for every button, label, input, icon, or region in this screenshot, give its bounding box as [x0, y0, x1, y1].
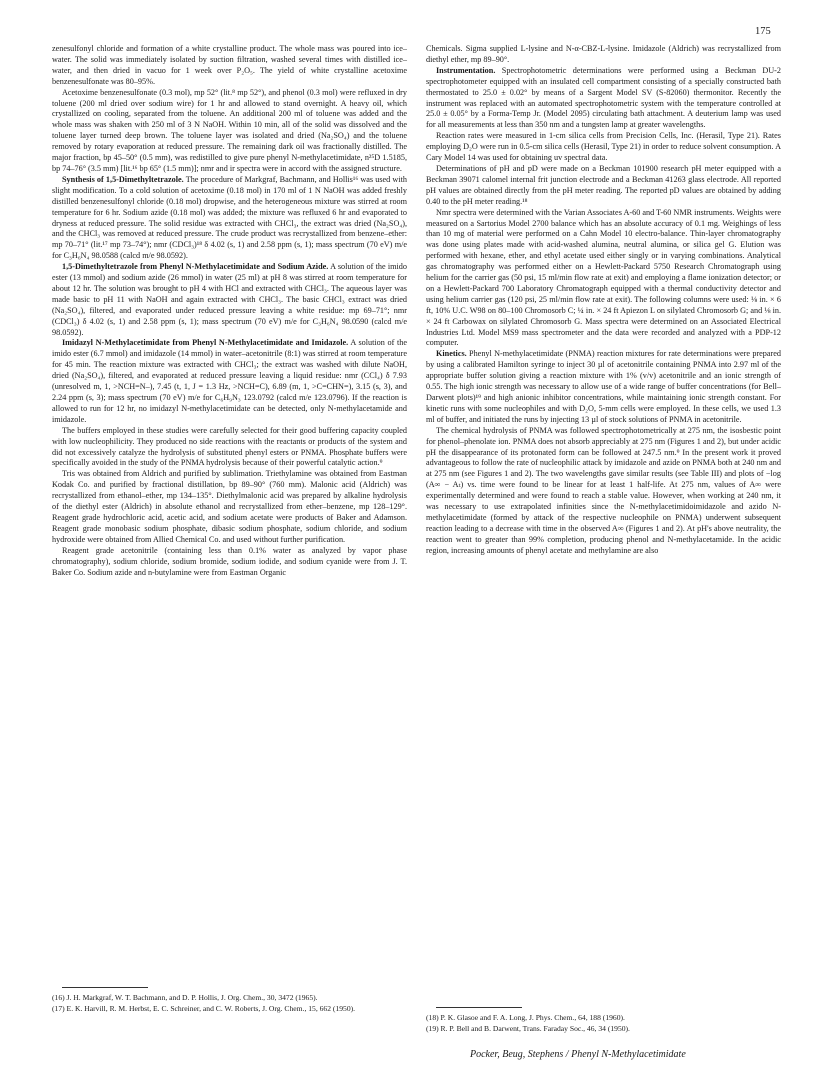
paragraph	[426, 131, 781, 164]
run-in-heading: Kinetics.	[436, 349, 467, 359]
paragraph	[52, 44, 407, 88]
paragraph-text: A solution of the imido ester (13 mmol) and sodium azide (26 mmol) in water (25 ml) at pH 8 was stirred at room temperature for about 12 hr. The solution was brought to pH 4 with HCl and extracted with CHCl₃. The aqueous layer was made basic to pH 11 with NaOH and again extracted with CHCl₃. The basic CHCl₃ extract was dried (Na₂SO₄), filtered, and evaporated under reduced pressure leaving a white residue: mp 69–71°; nmr (CDCl₃) δ 4.02 (s, 1) and 2.58 ppm (s, 1); mass spectrum (70 eV) m/e for C₃H₆N₄ 98.0590 (calcd m/e 98.0592).	[52, 262, 407, 337]
paragraph	[52, 262, 407, 338]
footnote-rule	[62, 987, 148, 988]
footnote: (19) R. P. Bell and B. Darwent, Trans. Faraday Soc., 46, 34 (1950).	[426, 1024, 630, 1034]
paragraph-text: Phenyl N-methylacetimidate (PNMA) reaction mixtures for rate determinations were prepared by using a calibrated Hamilton syringe to inject 30 µl of acetonitrile containing PNMA into 2.97 ml of the appropriate buffer solution giving a reaction mixture with 1% (v/v) acetonitrile and an ionic strength of 0.55. The high ionic strength was necessary to allow use of a wide range of buffer concentrations (for Bell–Darwent plots)¹⁹ and high anionic inhibitor concentrations, while maintaining ionic strength constant. For kinetic runs with some nucleophiles and with D₂O, 5-mm cells were employed. In these cells, we used 1.3 ml of buffer, and initiated the runs by injecting 13 µl of stock solutions of PNMA in acetonitrile.	[426, 349, 781, 424]
left-column	[52, 44, 407, 578]
paragraph	[426, 164, 781, 208]
paragraph	[426, 66, 781, 131]
running-footer: Pocker, Beug, Stephens / Phenyl N-Methylacetimidate	[470, 1049, 686, 1060]
right-column	[426, 44, 781, 557]
paragraph-text: The procedure of Markgraf, Bachmann, and Hollis¹⁶ was used with slight modification. To a cold solution of acetoxime (0.18 mol) in 170 ml of 1 N NaOH was added freshly distilled benzenesulfonyl chloride (0.18 mol) dropwise, and the heterogeneous mixture was stirred at room temperature for 6 hr. Sodium azide (0.18 mol) was added; the mixture was refluxed 6 hr and evaporated to dryness at reduced pressure. The solid residue was extracted with CHCl₃, the extract was dried (Na₂SO₄), and the CHCl₃ was removed at reduced pressure. The crude product was recrystallized from benzene–ether: mp 70–71° (lit.¹⁷ mp 73–74°); nmr (CDCl₃)¹⁸ δ 4.02 (s, 1) and 2.58 ppm (s, 1); mass spectrum (70 eV) m/e for C₃H₆N₄ 98.0588 (calcd m/e 98.0592).	[52, 174, 407, 261]
footnotes-left	[52, 987, 407, 1016]
paragraph	[52, 338, 407, 425]
paragraph-text: Chemicals. Sigma supplied L-lysine and N-α-CBZ-L-lysine. Imidazole (Aldrich) was recrystallized from diethyl ether, mp 89–90°.	[426, 44, 781, 64]
paragraph	[52, 88, 407, 175]
paragraph-text: Tris was obtained from Aldrich and purified by sublimation. Triethylamine was obtained from Eastman Kodak Co. and purified by fractional distillation, bp 89–90° (760 mm). Malonic acid (Aldrich) was recrystallized from ethanol–ether, mp 134–135°. Diethylmalonic acid was prepared by alkaline hydrolysis of the diethyl ester (Aldrich) in absolute ethanol and recrystallized from ether–benzene, mp 128–129°. Reagent grade hydrochloric acid, acetic acid, and sodium acetate were products of Baker and Adamson. Reagent grade monobasic sodium phosphate, dibasic sodium phosphate, sodium chloride, and sodium hydroxide were obtained from Allied Chemical Co. and used without further purification.	[52, 469, 407, 544]
run-in-heading: Synthesis of 1,5-Dimethyltetrazole.	[62, 174, 184, 184]
paragraph	[426, 426, 781, 557]
paragraph	[426, 44, 781, 66]
paragraph-text: Reaction rates were measured in 1-cm silica cells from Precision Cells, Inc. (Herasil, Type 21). Rates employing D₂O were run in 0.5-cm silica cells (Herasil, Type 21) in order to reduce solvent consumption. A Cary Model 14 was used for obtaining uv spectral data.	[426, 131, 781, 163]
page-number: 175	[755, 26, 771, 37]
footnote-rule	[436, 1007, 522, 1008]
paragraph	[52, 469, 407, 545]
paragraph	[426, 208, 781, 350]
paragraph-text: Determinations of pH and pD were made on a Beckman 101900 research pH meter equipped with a Beckman 39071 calomel internal frit junction electrode and a Beckman 41263 glass electrode. All reported pH values are obtained directly from the pH meter reading. The reported pD values are obtained by adding 0.40 to the pH meter reading.¹⁸	[426, 163, 781, 206]
paragraph-text: Acetoxime benzenesulfonate (0.3 mol), mp 52° (lit.⁸ mp 52°), and phenol (0.3 mol) were refluxed in dry toluene (200 ml dried over sodium wire) for 1 hr and allowed to stand overnight. A heavy oil, which crystallized on cooling, separated from the toluene. An additional 200 ml of toluene was added and the whole mass was shaken with 250 ml of 3 N NaOH. Within 10 min, all of the solid was dissolved and the toluene layer turned deep brown. The toluene layer was isolated and dried (Na₂SO₄) and the toluene removed by rotary evaporation at reduced pressure. The remaining dark oil was fractionally distilled. The major fraction, bp 45–50° (0.5 mm), was redistilled to give pure phenyl N-methylacetimidate, n²⁵D 1.5185, bp 74–76° (3.5 mm) [lit.¹⁶ bp 65° (1.5 mm)]; nmr and ir spectra were in accord with the assigned structure.	[52, 87, 407, 173]
footnote: (18) P. K. Glasoe and F. A. Long, J. Phys. Chem., 64, 188 (1960).	[426, 1013, 625, 1022]
paragraph-text: Reagent grade acetonitrile (containing less than 0.1% water as analyzed by vapor phase chromatography), sodium chloride, sodium bromide, sodium iodide, and sodium cyanide were from J. T. Baker Co. Sodium azide and n-butylamine were from Eastman Organic	[52, 545, 407, 577]
paragraph	[52, 426, 407, 470]
run-in-heading: 1,5-Dimethyltetrazole from Phenyl N-Methylacetimidate and Sodium Azide.	[62, 262, 329, 272]
footnote: (17) E. K. Harvill, R. M. Herbst, E. C. Schreiner, and C. W. Roberts, J. Org. Chem., 15, 662 (1950).	[52, 1004, 356, 1014]
paragraph	[52, 546, 407, 579]
paragraph	[426, 349, 781, 425]
footnotes-right	[426, 1007, 781, 1036]
paragraph-text: The chemical hydrolysis of PNMA was followed spectrophotometrically at 275 nm, the isosbestic point for phenol–phenolate ion. PNMA does not absorb appreciably at 275 nm (Figures 1 and 2), but under acidic pH the disappearance of its protonated form can be followed at 247.5 nm.⁹ In the present work it proved advantageous to follow the rate of nucleophilic attack by imidazole and azide on PNMA both at 240 nm and at 275 nm (see Figures 1 and 2). The two wavelengths gave similar results (see Table III) and plots of −log (A∞ − Aₜ) vs. time were found to be linear for at least 1 half-life. At 275 nm, values of A∞ were experimentally determined and were found to reach a stable value. However, when working at 240 nm, it was necessary to use extrapolated infinities since the N-methylacetimidoimidazole and azido N-methylacetimidate (formed by attack of the respective nucleophile on PNMA) underwent subsequent reaction leading to a decrease with time in the observed A∞ (Figures 1 and 2). At pH's above neutrality, the reaction went to greater than 99% completion, producing phenol and N-methylacetamide. In the acidic region, increasing amounts of phenyl acetate and methylamine are also	[426, 425, 781, 555]
paragraph-text: Nmr spectra were determined with the Varian Associates A-60 and T-60 NMR instruments. Weights were measured on a Sartorius Model 2700 balance which has an absolute accuracy of 0.1 mg. Weighings of less than 10 mg of material were performed on a Cahn Model 10 electro-balance. Thin-layer chromatography was done using plates made with acid-washed alumina, neutral alumina, or silica gel G. Elution was performed with hexane, ether, and ethyl acetate used either singly or in varying combinations. Analytical gas chromatography was performed either on a Hewlett-Packard 5750 Research Chromatograph using helium for the carrier gas (50 psi, 15 ml/min flow rate at exit) and employing a flame ionization detector; or on a Hewlett-Packard 700 Laboratory Chromatograph equipped with a thermal conductivity detector and using helium carrier gas (120 psi, 25 ml/min flow rate at exit). The following columns were used: ⅛ in. × 6 ft, 10% U.C. W98 on 80–100 Chromosorb C; ¼ in. × 24 ft Apiezon L on silylated Chromosorb G; and ⅛ in. × 24 ft Carbowax on silylated Chromosorb G. Mass spectra were determined on an Associated Electrical Industries Ltd. Model MS9 mass spectrometer and the data were recorded and analyzed with a PDP-12 computer.	[426, 207, 781, 348]
run-in-heading: Instrumentation.	[436, 65, 496, 75]
paragraph	[52, 175, 407, 262]
run-in-heading: Imidazyl N-Methylacetimidate from Phenyl N-Methylacetimidate and Imidazole.	[62, 338, 349, 348]
paragraph-text: Spectrophotometric determinations were performed using a Beckman DU-2 spectrophotometer equipped with an insulated cell compartment consisting of a specially constructed bath thermostated to 25.0 ± 0.02° by means of a Sargent Model SV (S-82060) thermonitor. Recently the instrument was replaced with an automated spectrophotometric system with the temperature controlled at 25.0 ± 0.05° by a Forma-Temp Jr. (Model 2095) circulating bath attachment. A deuterium lamp was used for all measurements at less than 350 nm and a tungsten lamp at greater wavelengths.	[426, 65, 781, 130]
paragraph-text: zenesulfonyl chloride and formation of a white crystalline product. The whole mass was poured into ice–water. The solid was immediately isolated by suction filtration, washed several times with distilled ice–water, and then dried in vacuo for 1 week over P₂O₅. The yield of white crystalline acetoxime benzenesulfonate was 80–95%.	[52, 44, 407, 86]
footnote: (16) J. H. Markgraf, W. T. Bachmann, and D. P. Hollis, J. Org. Chem., 30, 3472 (1965).	[52, 993, 318, 1002]
paragraph-text: The buffers employed in these studies were carefully selected for their good buffering capacity coupled with low nucleophilicity. They produced no side reactions with the reactants or products of the system and did not excessively catalyze the hydrolysis of substituted phenyl esters or PNMA. Phosphate buffers were specifically avoided in the study of the PNMA hydrolysis because of their powerful catalytic action.⁹	[52, 425, 407, 468]
paragraph-text: A solution of the imido ester (6.7 mmol) and imidazole (14 mmol) in water–acetonitrile (8:1) was stirred at room temperature for 45 min. The reaction mixture was extracted with CHCl₃; the extract was washed with dilute NaOH, dried (Na₂SO₄), filtered, and evaporated at reduced pressure leaving a liquid residue: nmr (CCl₄) δ 7.93 (unresolved m, 1, >NCH=N–), 7.45 (t, 1, J = 1.3 Hz, >NCH=C), 6.89 (m, 1, >C=CHN=), 3.15 (s, 3), and 2.24 ppm (s, 3); mass spectrum (70 eV) m/e for C₆H₉N₃ 123.0792 (calcd m/e 123.0796). If the reaction is allowed to run for 12 hr, no imidazyl N-methylacetimidate can be detected, only N-methylacetamide and imidazole.	[52, 338, 407, 424]
